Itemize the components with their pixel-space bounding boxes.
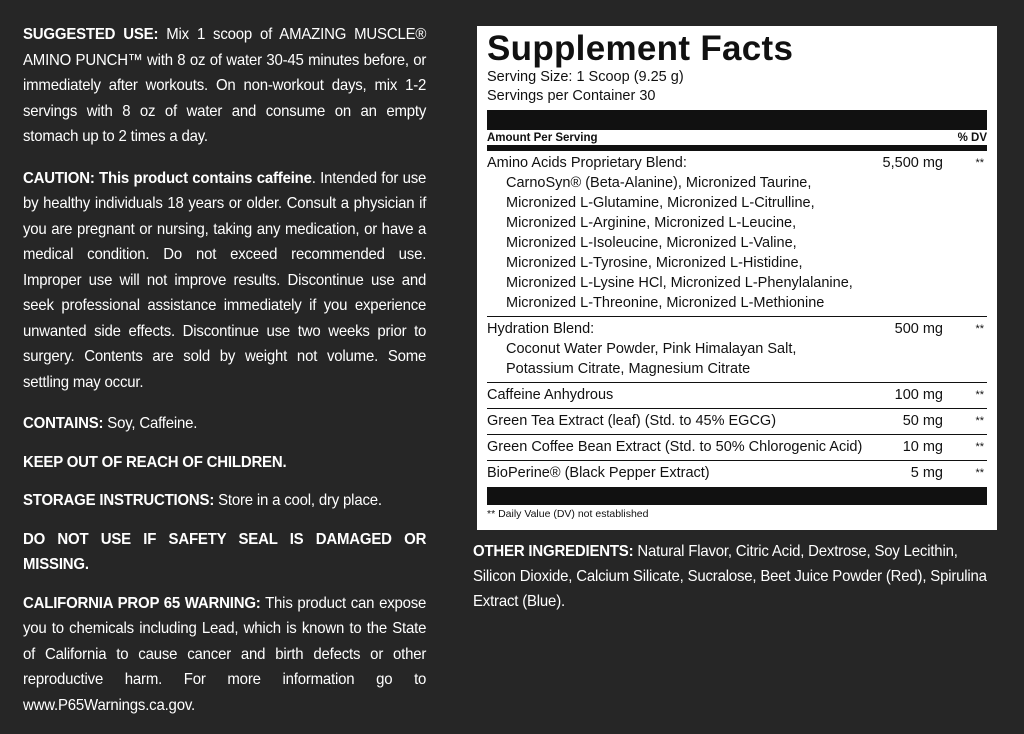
ingredient-amount: 10 mg [902,439,943,455]
ingredient-name: Green Coffee Bean Extract (Std. to 50% Chlorogenic Acid) [487,439,863,455]
ingredient-dv: ** [975,389,984,401]
other-ingredients-label: OTHER INGREDIENTS: [473,543,634,560]
safety-seal-paragraph [23,527,426,578]
facts-title: Supplement Facts [487,29,794,68]
contains-label: CONTAINS: [23,415,104,432]
sub-ingredient-line: Micronized L-Tyrosine, Micronized L-Histidine, [506,255,803,271]
other-ingredients-text: Natural Flavor, Citric Acid, Dextrose, Soy Lecithin, Silicon Dioxide, Calcium Silicate, Sucralose, Beet Juice Powder (Red), Spirulina Extract (Blue). [473,543,987,610]
suggested-use-text: Mix 1 scoop of AMAZING MUSCLE® AMINO PUNCH™ with 8 oz of water 30-45 minutes before, or immediately after workouts. On non-workout days, mix 1-2 servings with 8 oz of water and consume on an empty stomach up to 2 times a day. [23,26,427,145]
safety-seal-warning: DO NOT USE IF SAFETY SEAL IS DAMAGED OR MISSING. [23,530,427,573]
facts-header-row [487,130,987,145]
facts-row-hydration [487,317,987,383]
ingredient-amount: 50 mg [902,413,943,429]
other-ingredients [473,539,991,614]
bottom-divider [487,487,987,505]
ingredient-name: Caffeine Anhydrous [487,387,614,403]
prop65-label: CALIFORNIA PROP 65 WARNING: [23,594,261,612]
ingredient-name: Green Tea Extract (leaf) (Std. to 45% EGCG) [487,413,777,429]
ingredient-dv: ** [975,415,984,427]
sub-ingredient-line: Potassium Citrate, Magnesium Citrate [506,361,751,377]
sub-ingredient-line: Micronized L-Arginine, Micronized L-Leucine, [506,215,797,231]
facts-row-green-tea [487,409,987,435]
caution-text: . Intended for use by healthy individuals 18 years or older. Consult a physician if you are pregnant or nursing, taking any medication, or have a medical condition. Do not exceed recommended use. Improper use will not improve results. Discontinue use and seek professional assistance immediately if you experience unwanted side effects. Discontinue use two weeks prior to surgery. Contents are sold by weight not volume. Some settling may occur. [23,169,427,391]
facts-row-caffeine [487,383,987,409]
thick-divider [487,110,987,130]
sub-ingredient-line: Micronized L-Threonine, Micronized L-Methionine [506,295,825,311]
contains-paragraph [23,411,426,437]
prop65-text: This product can expose you to chemicals including Lead, which is known to the State of California to cause cancer and birth defects or other reproductive harm. For more information go to www.P65Warnings.ca.gov. [23,594,427,714]
ingredient-amount: 5 mg [910,465,943,481]
facts-row-bioperine [487,461,987,486]
supplement-facts-panel [477,26,997,530]
sub-ingredient-line: Coconut Water Powder, Pink Himalayan Salt, [506,341,797,357]
ingredient-dv: ** [975,467,984,479]
ingredient-amount: 5,500 mg [882,155,943,171]
keep-out-warning: KEEP OUT OF REACH OF CHILDREN. [23,453,287,471]
facts-row-amino [487,151,987,317]
ingredient-amount: 500 mg [894,321,943,337]
dv-footnote: ** Daily Value (DV) not established [487,508,649,520]
serving-size: Serving Size: 1 Scoop (9.25 g) [487,69,684,85]
sub-ingredient-line: Micronized L-Isoleucine, Micronized L-Valine, [506,235,797,251]
ingredient-name: BioPerine® (Black Pepper Extract) [487,465,710,481]
ingredient-dv: ** [975,157,984,169]
prop65-paragraph [23,591,426,719]
ingredient-dv: ** [975,441,984,453]
contains-text: Soy, Caffeine. [103,415,198,432]
storage-label: STORAGE INSTRUCTIONS: [23,492,215,509]
ingredient-name: Amino Acids Proprietary Blend: [487,155,687,171]
label-left-column [23,22,426,734]
header-amount: Amount Per Serving [487,132,598,144]
sub-ingredient-line: CarnoSyn® (Beta-Alanine), Micronized Taurine, [506,175,812,191]
storage-paragraph [23,488,426,514]
storage-text: Store in a cool, dry place. [214,492,382,509]
keep-out-paragraph [23,450,426,476]
suggested-use-label: SUGGESTED USE: [23,26,159,43]
facts-row-green-coffee [487,435,987,461]
caution-paragraph [23,166,426,396]
sub-ingredient-line: Micronized L-Lysine HCl, Micronized L-Phenylalanine, [506,275,853,291]
suggested-use-paragraph [23,22,426,150]
ingredient-name: Hydration Blend: [487,321,595,337]
servings-per-container: Servings per Container 30 [487,88,656,104]
ingredient-dv: ** [975,323,984,335]
sub-ingredient-line: Micronized L-Glutamine, Micronized L-Citrulline, [506,195,815,211]
ingredient-amount: 100 mg [894,387,943,403]
caution-label: CAUTION: This product contains caffeine [23,169,312,187]
header-dv: % DV [957,132,987,144]
